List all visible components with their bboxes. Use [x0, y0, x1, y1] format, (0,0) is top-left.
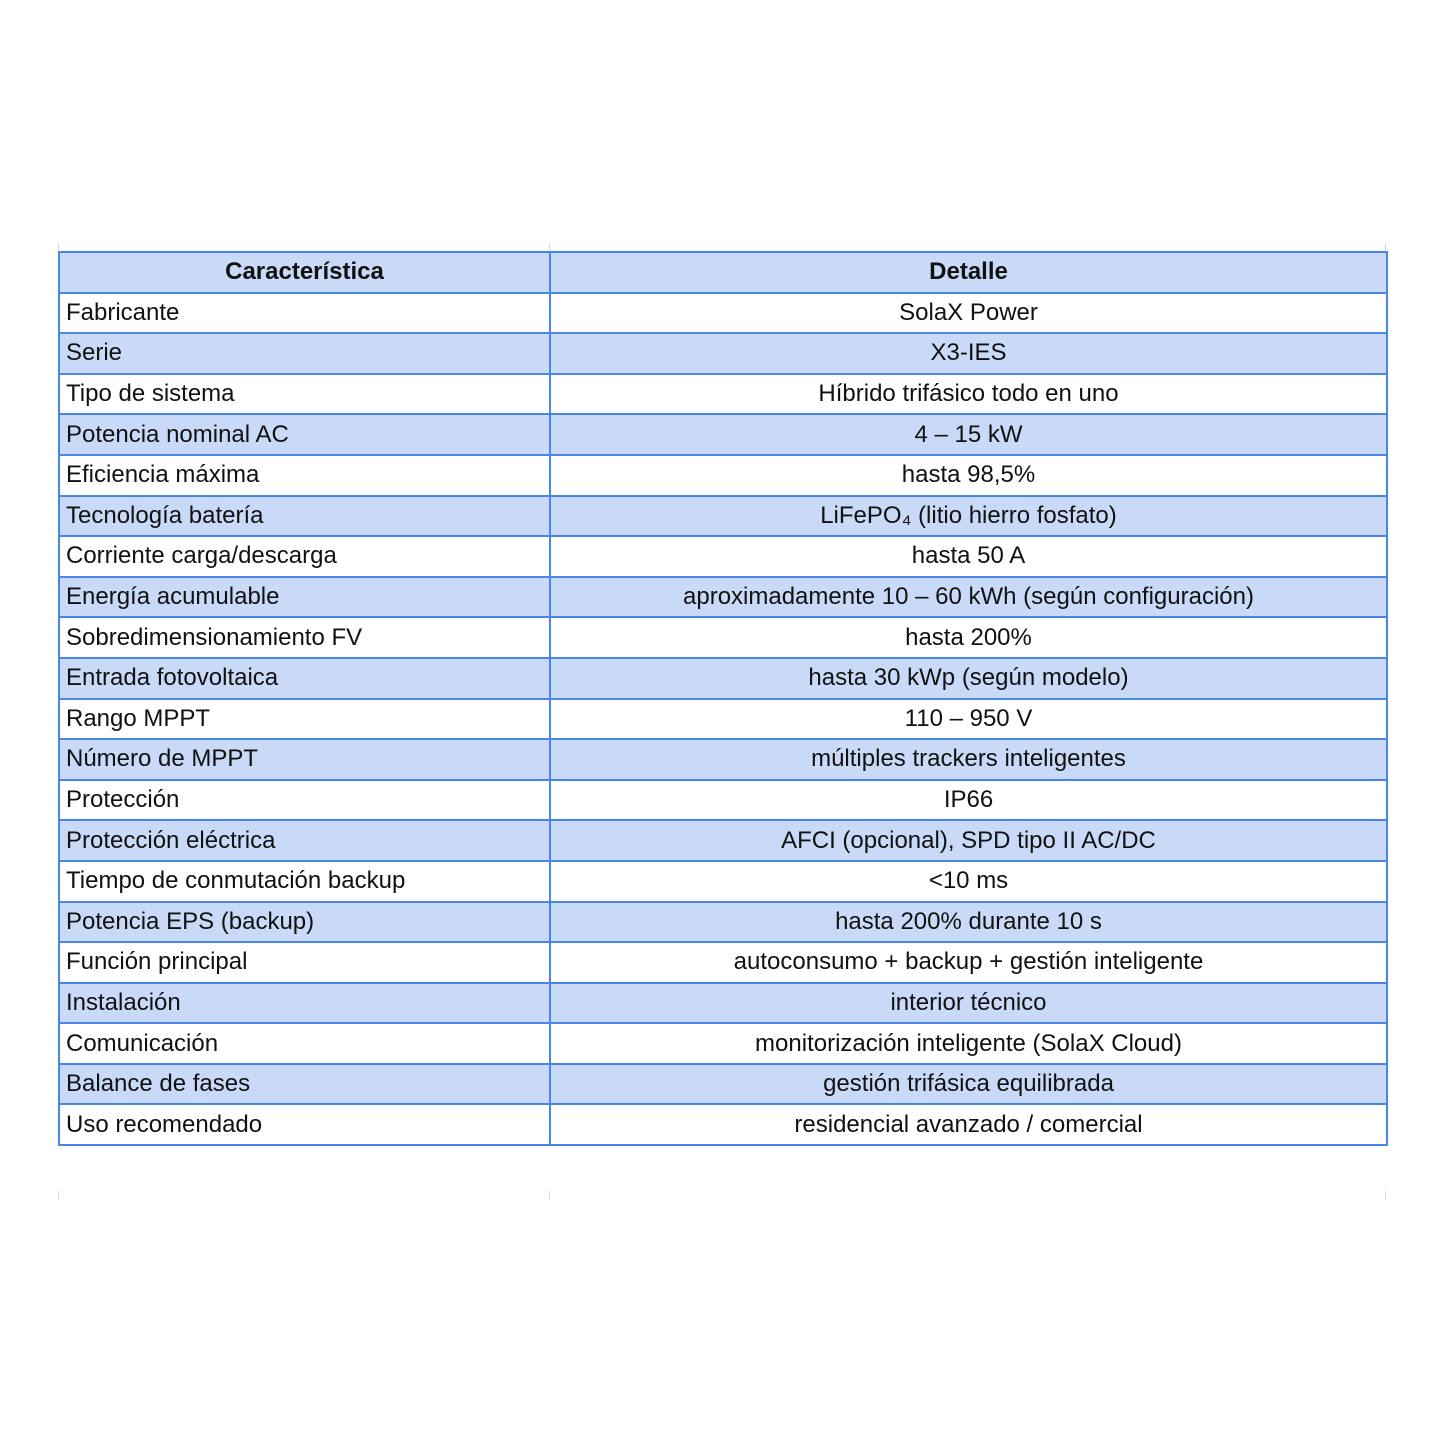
table-row: [59, 374, 1387, 415]
detail-cell: 4 – 15 kW: [550, 414, 1387, 455]
feature-cell: Comunicación: [59, 1023, 550, 1064]
detail-cell: hasta 200%: [550, 617, 1387, 658]
header-detail: Detalle: [550, 252, 1387, 293]
table-row: [59, 983, 1387, 1024]
table-row: [59, 1023, 1387, 1064]
table-header-row: [59, 252, 1387, 293]
table-row: [59, 820, 1387, 861]
detail-cell: Híbrido trifásico todo en uno: [550, 374, 1387, 415]
feature-cell: Fabricante: [59, 293, 550, 334]
feature-cell: Protección eléctrica: [59, 820, 550, 861]
table-row: [59, 1064, 1387, 1105]
detail-cell: 110 – 950 V: [550, 699, 1387, 740]
detail-cell: LiFePO₄ (litio hierro fosfato): [550, 496, 1387, 537]
table-body: [59, 293, 1387, 1145]
detail-cell: aproximadamente 10 – 60 kWh (según configuración): [550, 577, 1387, 618]
detail-cell: hasta 200% durante 10 s: [550, 902, 1387, 943]
gridline-stub: [1385, 1191, 1386, 1200]
table-row: [59, 617, 1387, 658]
feature-cell: Uso recomendado: [59, 1104, 550, 1145]
table-row: [59, 861, 1387, 902]
feature-cell: Tiempo de conmutación backup: [59, 861, 550, 902]
header-feature: Característica: [59, 252, 550, 293]
detail-cell: residencial avanzado / comercial: [550, 1104, 1387, 1145]
feature-cell: Balance de fases: [59, 1064, 550, 1105]
feature-cell: Protección: [59, 780, 550, 821]
gridline-stub: [549, 1191, 550, 1200]
table-row: [59, 902, 1387, 943]
table-row: [59, 739, 1387, 780]
table-row: [59, 414, 1387, 455]
detail-cell: interior técnico: [550, 983, 1387, 1024]
feature-cell: Número de MPPT: [59, 739, 550, 780]
feature-cell: Serie: [59, 333, 550, 374]
table-row: [59, 455, 1387, 496]
gridline-stub: [58, 1191, 59, 1200]
feature-cell: Potencia EPS (backup): [59, 902, 550, 943]
detail-cell: AFCI (opcional), SPD tipo II AC/DC: [550, 820, 1387, 861]
detail-cell: gestión trifásica equilibrada: [550, 1064, 1387, 1105]
table-row: [59, 293, 1387, 334]
table-row: [59, 577, 1387, 618]
detail-cell: IP66: [550, 780, 1387, 821]
table-row: [59, 1104, 1387, 1145]
detail-cell: <10 ms: [550, 861, 1387, 902]
feature-cell: Eficiencia máxima: [59, 455, 550, 496]
table-row: [59, 699, 1387, 740]
detail-cell: monitorización inteligente (SolaX Cloud): [550, 1023, 1387, 1064]
table-row: [59, 658, 1387, 699]
table-row: [59, 333, 1387, 374]
feature-cell: Tecnología batería: [59, 496, 550, 537]
table-row: [59, 780, 1387, 821]
feature-cell: Instalación: [59, 983, 550, 1024]
feature-cell: Función principal: [59, 942, 550, 983]
detail-cell: hasta 30 kWp (según modelo): [550, 658, 1387, 699]
feature-cell: Potencia nominal AC: [59, 414, 550, 455]
spec-sheet: [58, 243, 1386, 1201]
table-row: [59, 536, 1387, 577]
feature-cell: Entrada fotovoltaica: [59, 658, 550, 699]
feature-cell: Energía acumulable: [59, 577, 550, 618]
feature-cell: Sobredimensionamiento FV: [59, 617, 550, 658]
spec-table: [58, 251, 1388, 1146]
feature-cell: Rango MPPT: [59, 699, 550, 740]
detail-cell: múltiples trackers inteligentes: [550, 739, 1387, 780]
table-row: [59, 496, 1387, 537]
detail-cell: hasta 50 A: [550, 536, 1387, 577]
table-row: [59, 942, 1387, 983]
feature-cell: Corriente carga/descarga: [59, 536, 550, 577]
detail-cell: hasta 98,5%: [550, 455, 1387, 496]
detail-cell: SolaX Power: [550, 293, 1387, 334]
detail-cell: X3-IES: [550, 333, 1387, 374]
feature-cell: Tipo de sistema: [59, 374, 550, 415]
detail-cell: autoconsumo + backup + gestión inteligente: [550, 942, 1387, 983]
